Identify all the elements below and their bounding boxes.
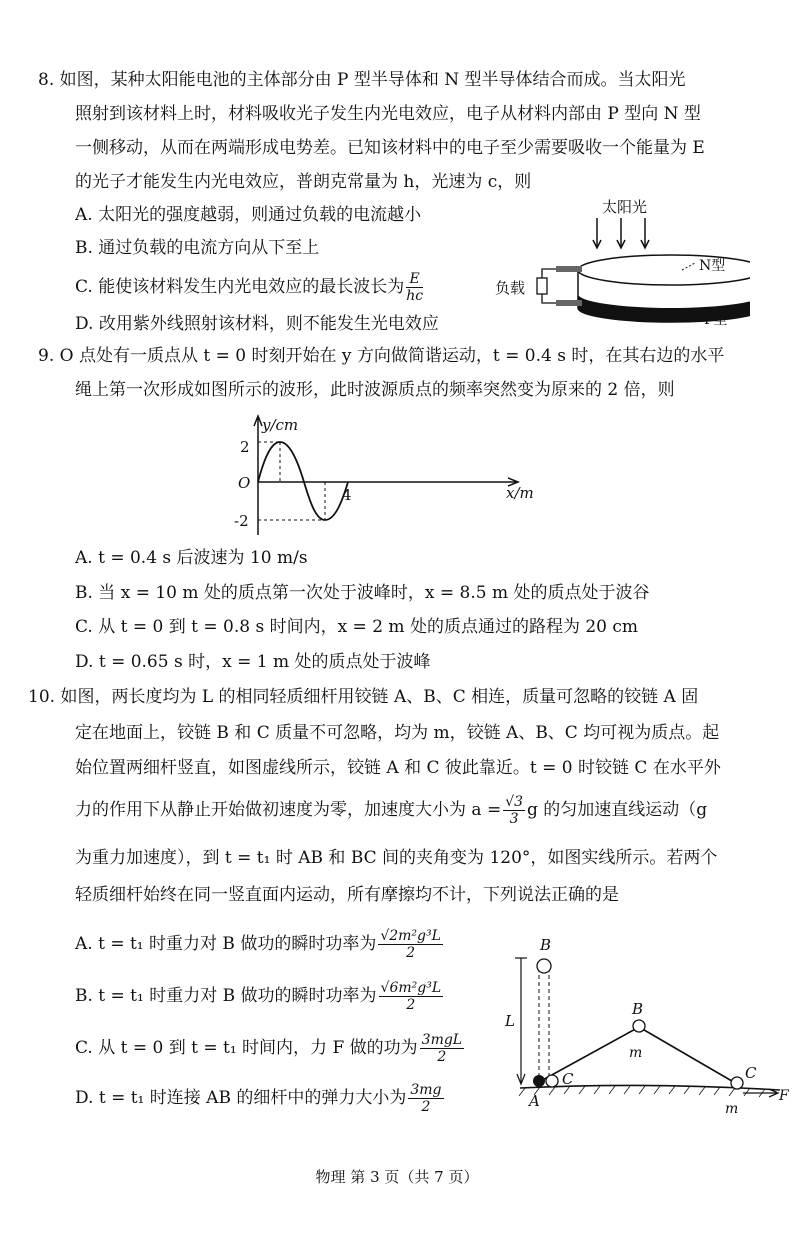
q10-option-a-numerator: √2m²g³L xyxy=(380,928,441,944)
q10-line-6: 轻质细杆始终在同一竖直面内运动，所有摩擦均不计，下列说法正确的是 xyxy=(75,885,619,905)
load-resistor xyxy=(537,278,547,294)
q8-line-4: 的光子才能发生内光电效应，普朗克常量为 h，光速为 c，则 xyxy=(75,172,532,192)
q8-option-c xyxy=(75,270,425,304)
tick-y-2: 2 xyxy=(240,438,250,456)
q8-line-1: 8. 如图，某种太阳能电池的主体部分由 P 型半导体和 N 型半导体结合而成。当太阳光 xyxy=(38,70,686,90)
force-label: F xyxy=(779,1088,789,1104)
q8-option-c-denominator: hc xyxy=(406,288,424,304)
q9-option-b: B. 当 x = 10 m 处的质点第一次处于波峰时，x = 8.5 m 处的质点处于波谷 xyxy=(75,583,650,603)
q10-option-c-denominator: 2 xyxy=(437,1049,447,1065)
q10-option-a xyxy=(75,924,445,964)
page-footer: 物理 第 3 页（共 7 页） xyxy=(315,1168,479,1186)
q8-option-b: B. 通过负载的电流方向从下至上 xyxy=(75,238,320,258)
n-type-label: N型 xyxy=(699,258,726,274)
hinge-c-initial xyxy=(546,1075,558,1087)
q10-option-d-fraction xyxy=(408,1082,443,1115)
q8-line-2: 照射到该材料上时，材料吸收光子发生内光电效应，电子从材料内部由 P 型向 N 型 xyxy=(75,104,701,124)
q10-option-c-fraction xyxy=(420,1032,464,1065)
label-c: C xyxy=(745,1064,757,1082)
sunlight-arrows xyxy=(593,218,649,248)
q9-line-2: 绳上第一次形成如图所示的波形，此时波源质点的频率突然变为原来的 2 倍，则 xyxy=(75,380,675,400)
q10-option-a-fraction xyxy=(378,928,443,961)
q8-option-c-text: C. 能使该材料发生内光电效应的最长波长为 xyxy=(75,277,405,297)
q10-option-d-denominator: 2 xyxy=(421,1099,431,1115)
q10-option-a-denominator: 2 xyxy=(406,945,416,961)
q10-option-b-denominator: 2 xyxy=(406,997,416,1013)
p-type-label: P型 xyxy=(704,312,728,328)
q10-line-1: 10. 如图，两长度均为 L 的相同轻质细杆用铰链 A、B、C 相连，质量可忽略的铰链 A 固 xyxy=(28,687,699,707)
q10-option-b xyxy=(75,976,445,1016)
mass-label-b: m xyxy=(629,1045,643,1061)
q9-option-c: C. 从 t = 0 到 t = 0.8 s 时间内，x = 2 m 处的质点通过的路程为 20 cm xyxy=(75,617,639,637)
x-axis-label: x/m xyxy=(506,484,534,502)
q10-option-a-text: A. t = t₁ 时重力对 B 做功的瞬时功率为 xyxy=(75,934,377,954)
q10-line-5: 为重力加速度），到 t = t₁ 时 AB 和 BC 间的夹角变为 120°，如图实线所示。若两个 xyxy=(75,848,718,868)
q10-option-d-numerator: 3mg xyxy=(410,1082,442,1098)
q10-option-b-fraction xyxy=(379,980,444,1013)
wave-curve xyxy=(258,442,348,520)
q8-option-d: D. 改用紫外线照射该材料，则不能发生光电效应 xyxy=(75,314,439,334)
q10-accel-denominator: 3 xyxy=(509,811,519,827)
hinge-c xyxy=(731,1077,743,1089)
q8-option-c-numerator: E xyxy=(406,271,423,288)
q10-option-c-text: C. 从 t = 0 到 t = t₁ 时间内，力 F 做的功为 xyxy=(75,1038,418,1058)
wave-graph xyxy=(220,410,540,540)
hinge-b-initial xyxy=(537,959,551,973)
q10-option-d xyxy=(75,1078,446,1118)
load-label: 负载 xyxy=(495,279,526,297)
q10-option-b-numerator: √6m²g³L xyxy=(380,980,442,996)
q9-line-1: 9. O 点处有一质点从 t = 0 时刻开始在 y 方向做简谐运动，t = 0.4 s 时，在其右边的水平 xyxy=(38,346,725,366)
q10-option-b-text: B. t = t₁ 时重力对 B 做功的瞬时功率为 xyxy=(75,986,377,1006)
q10-option-d-text: D. t = t₁ 时连接 AB 的细杆中的弹力大小为 xyxy=(75,1088,407,1108)
bottom-electrode xyxy=(556,300,582,306)
length-label: L xyxy=(505,1012,515,1030)
rod-bc xyxy=(639,1027,737,1084)
label-b: B xyxy=(632,1000,644,1018)
wire-top xyxy=(542,269,556,278)
q10-line-4 xyxy=(75,790,707,830)
origin-label: O xyxy=(238,474,251,492)
label-c-initial: C xyxy=(562,1070,574,1088)
mass-label-c: m xyxy=(725,1101,739,1117)
top-electrode xyxy=(556,266,582,272)
hinge-b xyxy=(633,1020,645,1032)
wire-bottom xyxy=(542,294,556,303)
q8-line-3: 一侧移动，从而在两端形成电势差。已知该材料中的电子至少需要吸收一个能量为 E xyxy=(75,138,705,158)
hinge-a xyxy=(533,1075,545,1087)
q8-option-a: A. 太阳光的强度越弱，则通过负载的电流越小 xyxy=(75,205,422,225)
q8-option-c-fraction xyxy=(406,271,423,304)
q10-line-4-post: g 的匀加速直线运动（g xyxy=(527,800,708,820)
q10-accel-fraction xyxy=(503,794,525,827)
solar-cell-figure xyxy=(490,190,750,340)
tick-y-minus-2: -2 xyxy=(234,512,249,530)
tick-x-4: 4 xyxy=(342,486,352,504)
q10-option-c-numerator: 3mgL xyxy=(421,1032,463,1048)
label-a: A xyxy=(529,1092,540,1110)
y-axis-label: y/cm xyxy=(262,416,299,434)
q10-option-c xyxy=(75,1028,466,1068)
q9-option-d: D. t = 0.65 s 时，x = 1 m 处的质点处于波峰 xyxy=(75,652,431,672)
q9-option-a: A. t = 0.4 s 后波速为 10 m/s xyxy=(75,548,308,568)
hinge-rods-figure xyxy=(495,930,794,1130)
q10-line-3: 始位置两细杆竖直，如图虚线所示，铰链 A 和 C 彼此靠近。t = 0 时铰链 C 在水平外 xyxy=(75,758,721,778)
q10-line-2: 定在地面上，铰链 B 和 C 质量不可忽略，均为 m，铰链 A、B、C 均可视为质点。起 xyxy=(75,723,720,743)
q10-accel-numerator: √3 xyxy=(505,794,524,810)
sunlight-label: 太阳光 xyxy=(602,198,648,216)
q10-line-4-pre: 力的作用下从静止开始做初速度为零，加速度大小为 a = xyxy=(75,800,502,820)
label-b-initial: B xyxy=(540,936,552,954)
rod-ab xyxy=(539,1027,639,1082)
